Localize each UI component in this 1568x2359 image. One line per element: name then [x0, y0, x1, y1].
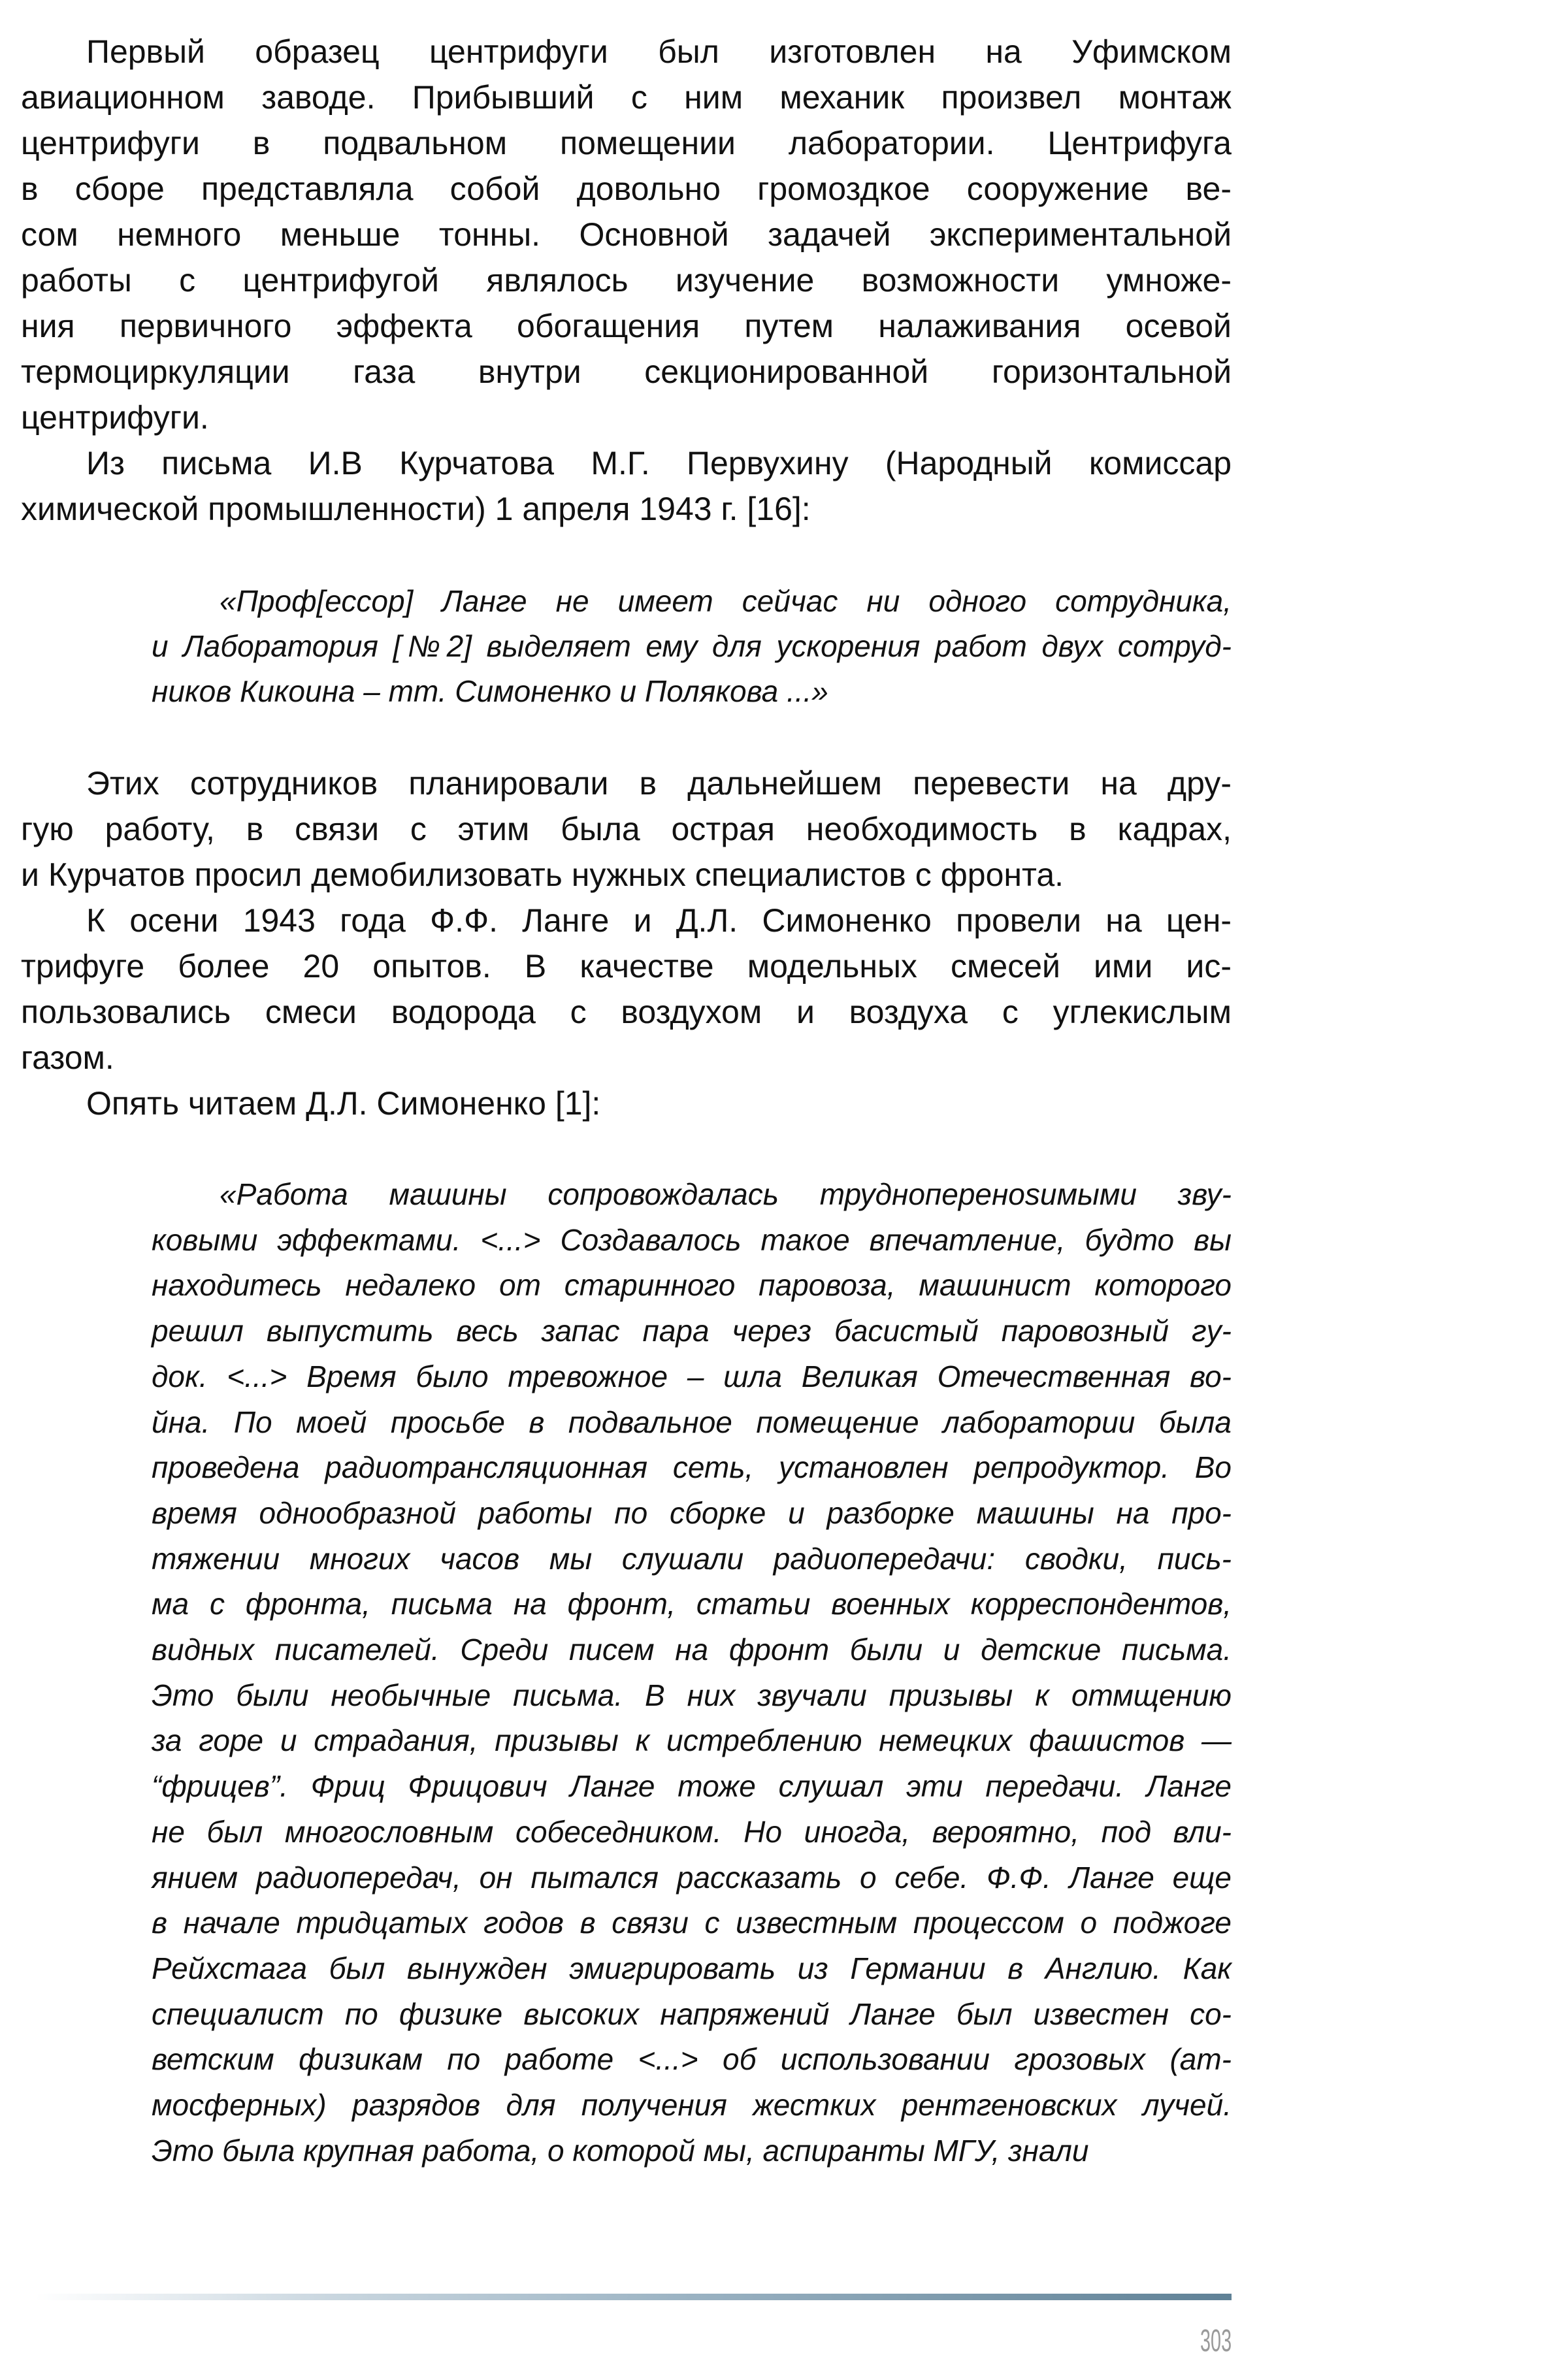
- paragraph-line: сом немного меньше тонны. Основной задачей экспериментальной: [21, 216, 1232, 253]
- paragraph-line: газом.: [21, 1039, 114, 1076]
- quote-line: Рейхстага был вынужден эмигрировать из Германии в Англию. Как: [152, 1951, 1232, 1985]
- quote-line: док. <...> Время было тревожное – шла Великая Отечественная во-: [152, 1359, 1232, 1393]
- paragraph-line: К осени 1943 года Ф.Ф. Ланге и Д.Л. Симоненко провели на цен-: [86, 902, 1232, 939]
- quote-line: специалист по физике высоких напряжений Ланге был известен со-: [152, 1996, 1232, 2031]
- paragraph-line: и Курчатов просил демобилизовать нужных специалистов с фронта.: [21, 856, 1064, 893]
- paragraph-line: в сборе представляла собой довольно громоздкое сооружение ве-: [21, 171, 1232, 207]
- paragraph-line: химической промышленности) 1 апреля 1943 г. [16]:: [21, 491, 811, 527]
- quote-kurchatov-letter: [152, 579, 1232, 714]
- paragraph-line: трифуге более 20 опытов. В качестве модельных смесей ими ис-: [21, 948, 1232, 984]
- quote-line: видных писателей. Среди писем на фронт были и детские письма.: [152, 1633, 1232, 1667]
- footer-divider: [35, 2294, 1232, 2300]
- quote-line: проведена радиотрансляционная сеть, установлен репродуктор. Во: [152, 1450, 1232, 1485]
- quote-line: йна. По моей просьбе в подвальное помещение лаборатории была: [152, 1405, 1232, 1439]
- body-paragraphs-middle: [21, 760, 1232, 1126]
- quote-simonenko: [152, 1172, 1232, 2173]
- quote-line: тяжении многих часов мы слушали радиопередачи: сводки, пись-: [152, 1541, 1232, 1576]
- body-paragraphs-top: [21, 29, 1232, 532]
- quote-line: в начале тридцатых годов в связи с известным процессом о поджоге: [152, 1906, 1232, 1940]
- quote-line: янием радиопередач, он пытался рассказать о себе. Ф.Ф. Ланге еще: [152, 1860, 1232, 1895]
- quote-line: и Лаборатория [№2] выделяет ему для ускорения работ двух сотруд-: [152, 629, 1232, 663]
- quote-line: «Работа машины сопровождалась трудноперенosимыми зву-: [220, 1177, 1232, 1211]
- paragraph-line: ния первичного эффекта обогащения путем налаживания осевой: [21, 308, 1232, 344]
- quote-line: Это была крупная работа, о которой мы, аспиранты МГУ, знали: [152, 2133, 1089, 2168]
- paragraph-line: Первый образец центрифуги был изготовлен на Уфимском: [86, 33, 1232, 70]
- quote-line: время однообразной работы по сборке и разборке машины на про-: [152, 1495, 1232, 1530]
- quote-line: ветским физикам по работе <...> об использовании грозовых (ат-: [152, 2042, 1232, 2077]
- paragraph-line: авиационном заводе. Прибывший с ним механик произвел монтаж: [21, 79, 1232, 116]
- quote-line: “фрицев”. Фриц Фрицович Ланге тоже слушал эти передачи. Ланге: [152, 1769, 1232, 1804]
- paragraph-line: термоциркуляции газа внутри секционированной горизонтальной: [21, 353, 1232, 390]
- quote-line: решил выпустить весь запас пара через басистый паровозный гу-: [152, 1314, 1232, 1348]
- quote-line: за горе и страдания, призывы к истреблению немецких фашистов —: [152, 1723, 1232, 1758]
- quote-line: мосферных) разрядов для получения жестких рентгеновских лучей.: [152, 2088, 1232, 2123]
- quote-line: не был многословным собеседником. Но иногда, вероятно, под вли-: [152, 1814, 1232, 1849]
- paragraph-line: работы с центрифугой являлось изучение возможности умноже-: [21, 262, 1232, 299]
- quote-line: Это были необычные письма. В них звучали призывы к отмщению: [152, 1678, 1232, 1712]
- quote-line: «Проф[ессор] Ланге не имеет сейчас ни одного сотрудника,: [220, 584, 1232, 618]
- paragraph-line: гую работу, в связи с этим была острая необходимость в кадрах,: [21, 811, 1232, 847]
- paragraph-line: центрифуги.: [21, 399, 209, 436]
- quote-line: ников Кикоина – тт. Симоненко и Полякова ...»: [152, 674, 828, 708]
- paragraph-line: пользовались смеси водорода с воздухом и воздуха с углекислым: [21, 994, 1232, 1030]
- quote-line: ковыми эффектами. <...> Создавалось такое впечатление, будто вы: [152, 1222, 1232, 1257]
- paragraph-line: центрифуги в подвальном помещении лаборатории. Центрифуга: [21, 125, 1232, 161]
- paragraph-line: Этих сотрудников планировали в дальнейшем перевести на дру-: [86, 765, 1232, 802]
- quote-line: ма с фронта, письма на фронт, статьи военных корреспондентов,: [152, 1587, 1232, 1621]
- paragraph-line: Опять читаем Д.Л. Симоненко [1]:: [86, 1085, 601, 1122]
- quote-line: находитесь недалеко от старинного паровоза, машинист которого: [152, 1268, 1232, 1303]
- paragraph-line: Из письма И.В Курчатова М.Г. Первухину (Народный комиссар: [86, 445, 1232, 481]
- page-number: 303: [1200, 2324, 1232, 2358]
